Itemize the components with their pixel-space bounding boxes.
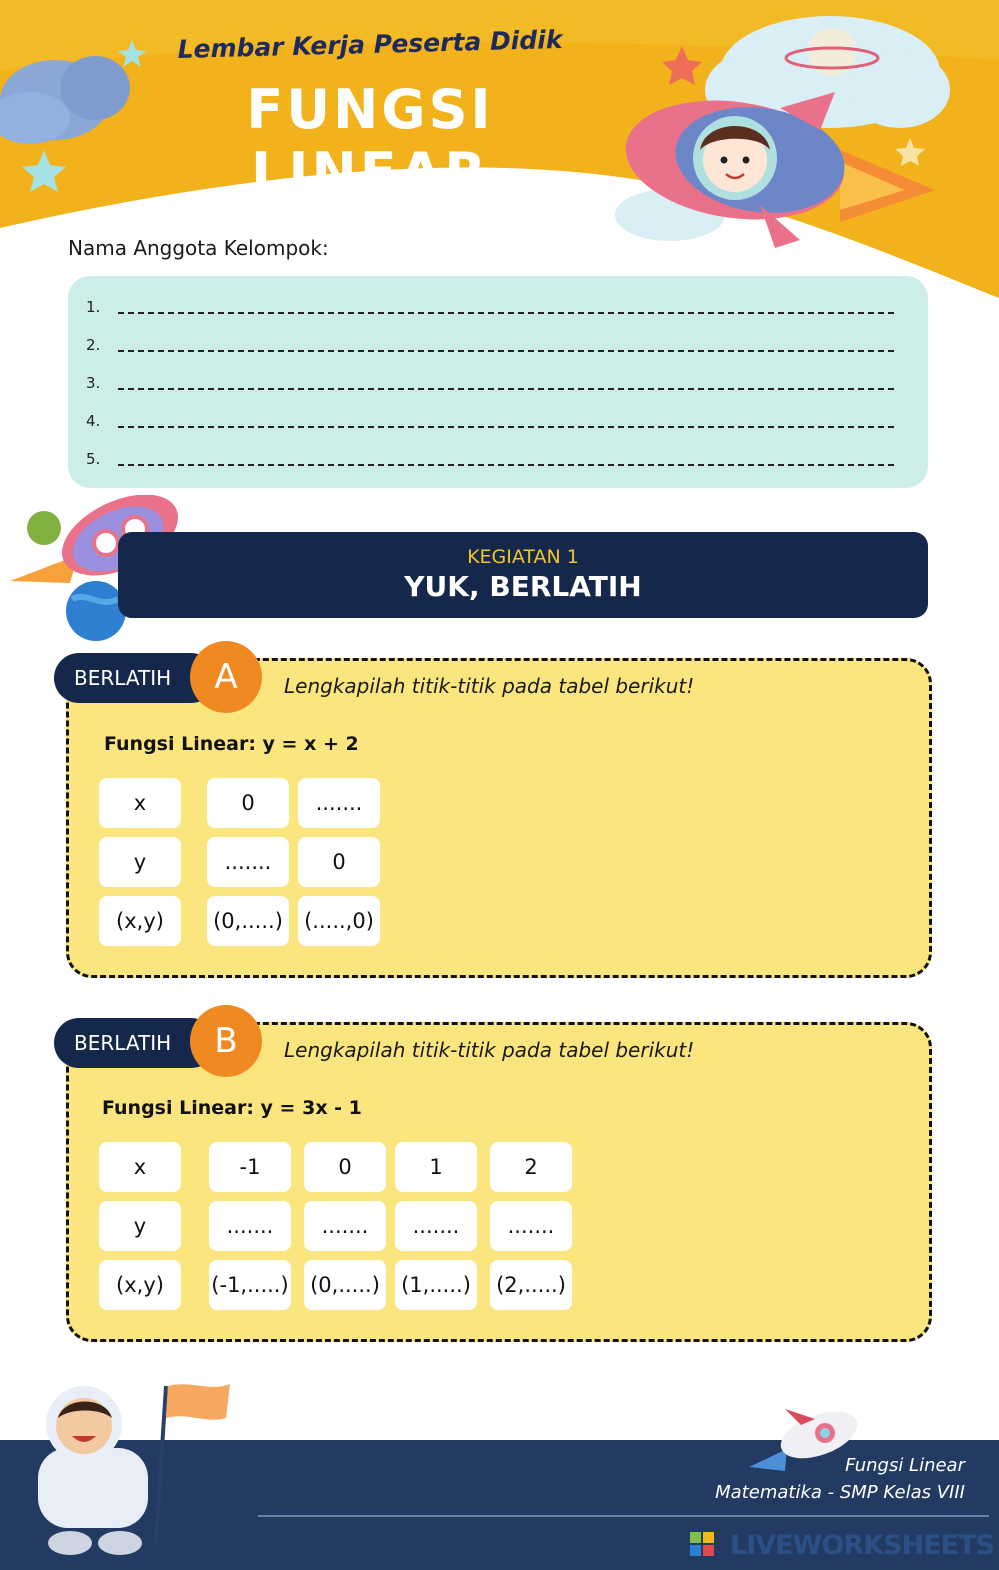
- table-a-cell: 0: [207, 778, 289, 828]
- table-b-blank-cell[interactable]: (1,.....): [395, 1260, 477, 1310]
- exercise-b-pill: BERLATIH: [54, 1018, 216, 1068]
- table-b-cell: 1: [395, 1142, 477, 1192]
- member-row[interactable]: [86, 450, 894, 472]
- table-a-blank-cell[interactable]: .......: [207, 837, 289, 887]
- table-b-blank-cell[interactable]: .......: [304, 1201, 386, 1251]
- table-a-blank-cell[interactable]: (0,.....): [207, 896, 289, 946]
- exercise-b-badge: B: [190, 1005, 262, 1077]
- member-name-line[interactable]: [118, 312, 894, 314]
- table-b-header-y: y: [99, 1201, 181, 1251]
- exercise-a-pill: BERLATIH: [54, 653, 216, 703]
- table-b-header-xy: (x,y): [99, 1260, 181, 1310]
- table-b-cell: 0: [304, 1142, 386, 1192]
- member-name-line[interactable]: [118, 464, 894, 466]
- worksheet-subtitle: Lembar Kerja Peserta Didik: [177, 24, 563, 65]
- member-row[interactable]: [86, 412, 894, 434]
- table-b-cell: -1: [209, 1142, 291, 1192]
- member-row[interactable]: [86, 374, 894, 396]
- exercise-a-badge: A: [190, 641, 262, 713]
- member-name-line[interactable]: [118, 388, 894, 390]
- footer-subject: Matematika - SMP Kelas VIII: [715, 1482, 965, 1503]
- member-number: 3.: [86, 374, 101, 392]
- footer-divider: [258, 1515, 989, 1517]
- member-name-line[interactable]: [118, 426, 894, 428]
- group-members-box: [68, 276, 928, 488]
- member-number: 1.: [86, 298, 101, 316]
- table-b-blank-cell[interactable]: .......: [209, 1201, 291, 1251]
- worksheet-title: FUNGSI LINEAR: [246, 78, 494, 204]
- exercise-a-panel: [66, 658, 932, 978]
- table-b-header-x: x: [99, 1142, 181, 1192]
- table-a-blank-cell[interactable]: .......: [298, 778, 380, 828]
- table-b-blank-cell[interactable]: .......: [395, 1201, 477, 1251]
- table-b-blank-cell[interactable]: (0,.....): [304, 1260, 386, 1310]
- exercise-a-function: Fungsi Linear: y = x + 2: [104, 733, 359, 755]
- table-b-blank-cell[interactable]: (-1,.....): [209, 1260, 291, 1310]
- table-a-header-xy: (x,y): [99, 896, 181, 946]
- table-a-header-x: x: [99, 778, 181, 828]
- table-b-cell: 2: [490, 1142, 572, 1192]
- activity-banner: [118, 532, 928, 618]
- footer-topic: Fungsi Linear: [845, 1455, 965, 1476]
- member-number: 2.: [86, 336, 101, 354]
- exercise-b-function: Fungsi Linear: y = 3x - 1: [102, 1097, 362, 1119]
- member-row[interactable]: [86, 298, 894, 320]
- liveworksheets-watermark: LIVEWORKSHEETS: [730, 1530, 994, 1561]
- table-a-blank-cell[interactable]: (.....,0): [298, 896, 380, 946]
- member-row[interactable]: [86, 336, 894, 358]
- activity-number: KEGIATAN 1: [467, 546, 579, 568]
- table-a-cell: 0: [298, 837, 380, 887]
- group-members-label: Nama Anggota Kelompok:: [68, 236, 329, 260]
- member-number: 5.: [86, 450, 101, 468]
- member-number: 4.: [86, 412, 101, 430]
- activity-title: YUK, BERLATIH: [404, 570, 642, 603]
- exercise-a-instruction: Lengkapilah titik-titik pada tabel berikut!: [284, 674, 695, 698]
- member-name-line[interactable]: [118, 350, 894, 352]
- table-b-blank-cell[interactable]: (2,.....): [490, 1260, 572, 1310]
- exercise-b-instruction: Lengkapilah titik-titik pada tabel berikut!: [284, 1038, 695, 1062]
- astronaut-illustration: [20, 1378, 240, 1563]
- table-b-blank-cell[interactable]: .......: [490, 1201, 572, 1251]
- table-a-header-y: y: [99, 837, 181, 887]
